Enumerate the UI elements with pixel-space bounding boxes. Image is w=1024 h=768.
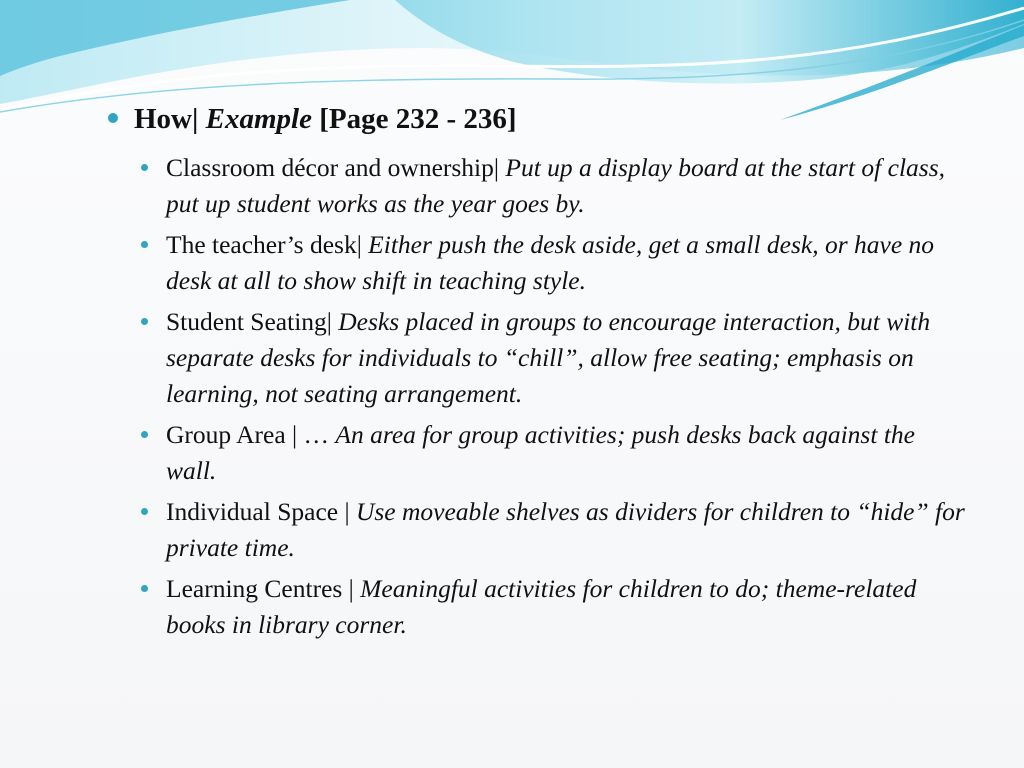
list-item xyxy=(139,417,978,489)
heading-prefix: How| xyxy=(134,103,199,135)
list-item-label: Classroom décor and ownership| xyxy=(166,153,499,182)
bullet-icon xyxy=(141,431,148,438)
bullet-icon xyxy=(141,318,148,325)
list-item xyxy=(139,571,978,643)
list-item-text xyxy=(166,494,966,566)
list-item xyxy=(139,494,978,566)
list-item xyxy=(139,304,978,412)
slide-content xyxy=(108,100,978,648)
list-item-detail: Meaningful activities for children to do; theme-related books in library corner. xyxy=(166,574,917,639)
heading-row xyxy=(108,100,978,138)
bullet-list xyxy=(139,150,978,643)
heading-bullet-icon xyxy=(108,113,118,123)
heading-italic: Example xyxy=(205,103,312,135)
list-item-label: The teacher’s desk| xyxy=(166,230,362,259)
list-item-text xyxy=(166,571,966,643)
list-item-text xyxy=(166,417,966,489)
list-item-detail: Use moveable shelves as dividers for children to “hide” for private time. xyxy=(166,497,965,562)
list-item-label: Student Seating| xyxy=(166,307,332,336)
list-item-label: Individual Space | xyxy=(166,497,350,526)
slide-heading xyxy=(134,100,517,138)
list-item-detail: An area for group activities; push desks back against the wall. xyxy=(166,420,915,485)
bullet-icon xyxy=(141,585,148,592)
list-item-label: Group Area | … xyxy=(166,420,330,449)
list-item-text xyxy=(166,227,966,299)
list-item-text xyxy=(166,304,966,412)
bullet-icon xyxy=(141,241,148,248)
list-item-label: Learning Centres | xyxy=(166,574,354,603)
list-item-text xyxy=(166,150,966,222)
list-item-detail: Desks placed in groups to encourage interaction, but with separate desks for individuals to “chill”, allow free seating; emphasis on learning, not seating arrangement. xyxy=(166,307,931,408)
bullet-icon xyxy=(141,164,148,171)
heading-suffix: [Page 232 - 236] xyxy=(319,103,517,135)
list-item-detail: Put up a display board at the start of class, put up student works as the year goes by. xyxy=(166,153,946,218)
bullet-icon xyxy=(141,508,148,515)
list-item xyxy=(139,150,978,222)
list-item xyxy=(139,227,978,299)
list-item-detail: Either push the desk aside, get a small desk, or have no desk at all to show shift in teaching style. xyxy=(166,230,935,295)
